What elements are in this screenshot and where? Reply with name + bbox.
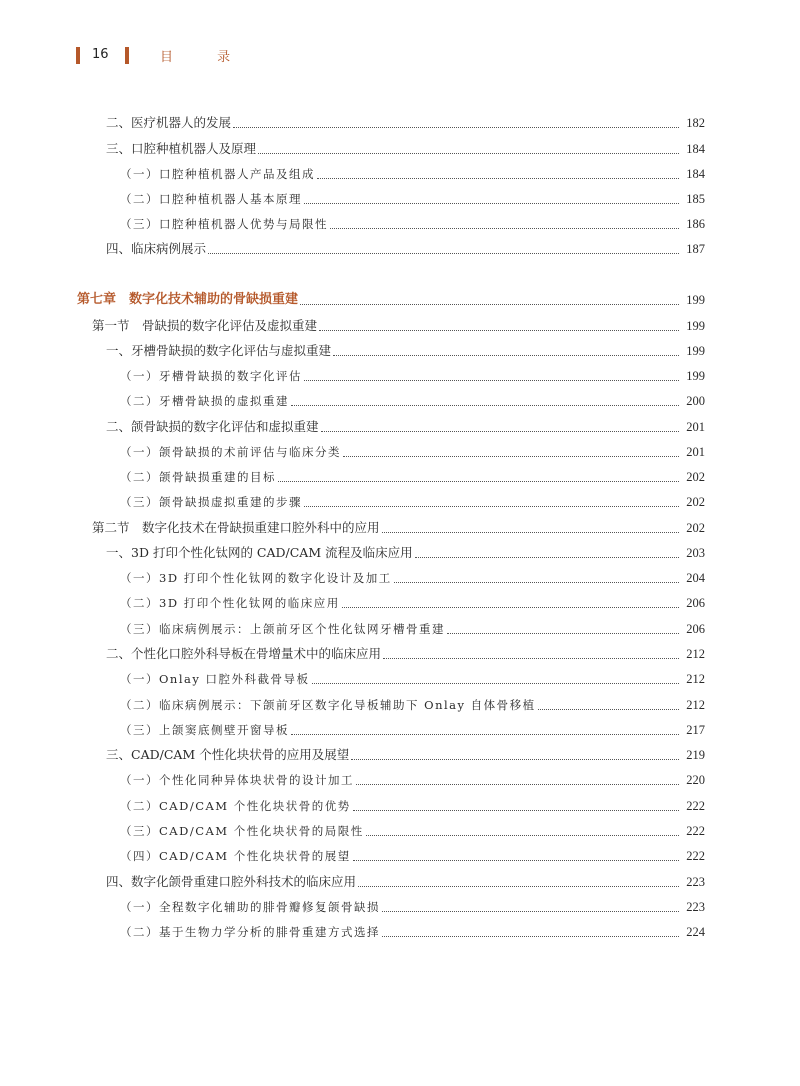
dot-leader [258,153,679,154]
toc-entry-title: （一）牙槽骨缺损的数字化评估 [120,369,302,383]
dot-leader [342,607,679,608]
toc-entry [0,439,705,461]
toc-entry-title: （二）口腔种植机器人基本原理 [120,192,302,206]
toc-entry-title: 第一节 骨缺损的数字化评估及虚拟重建 [92,318,318,333]
toc-entry-page: 223 [686,875,705,889]
toc-entry-page: 182 [686,116,705,130]
dot-leader [333,355,679,356]
dot-leader [304,203,679,204]
toc-entry-title: （一）颌骨缺损的术前评估与临床分类 [120,445,341,459]
dot-leader [291,734,679,735]
toc-entry [0,894,705,916]
toc-entry-title: 一、3D 打印个性化钛网的 CAD/CAM 流程及临床应用 [106,545,413,560]
toc-entry [0,616,705,638]
toc-entry-page: 202 [686,521,705,535]
dot-leader [330,228,679,229]
toc-entry [0,338,705,360]
toc-entry-title: （二）颌骨缺损重建的目标 [120,470,276,484]
dot-leader [382,911,679,912]
toc-entry [0,843,705,865]
toc-entry-page: 206 [686,596,705,610]
toc-section [0,313,705,335]
toc-entry-page: 186 [686,217,705,231]
dot-leader [382,936,679,937]
toc-entry-title: 四、临床病例展示 [106,241,207,256]
toc-entry-title: （一）全程数字化辅助的腓骨瓣修复颌骨缺损 [120,900,380,914]
toc-entry-title: （一）3D 打印个性化钛网的数字化设计及加工 [120,571,392,585]
toc-entry-page: 199 [686,293,705,307]
toc-entry [0,236,705,258]
toc-entry-title: （四）CAD/CAM 个性化块状骨的展望 [120,849,351,863]
toc-entry-page: 202 [686,470,705,484]
toc-entry-page: 203 [686,546,705,560]
toc-entry [0,388,705,410]
dot-leader [300,304,679,305]
dot-leader [415,557,679,558]
dot-leader [312,683,679,684]
toc-entry-page: 201 [686,445,705,459]
dot-leader [447,633,679,634]
toc-entry-page: 201 [686,420,705,434]
toc-entry-title: （二）CAD/CAM 个性化块状骨的优势 [120,799,351,813]
toc-entry [0,717,705,739]
toc-entry [0,211,705,233]
toc-entry-page: 222 [686,849,705,863]
toc-entry-page: 202 [686,495,705,509]
toc-entry [0,919,705,941]
running-header [0,44,800,68]
toc-entry [0,641,705,663]
toc-entry-title: 一、牙槽骨缺损的数字化评估与虚拟重建 [106,343,332,358]
toc-entry [0,565,705,587]
toc-entry-title: （一）口腔种植机器人产品及组成 [120,167,315,181]
header-bar-right [125,47,129,64]
dot-leader [382,532,679,533]
toc-entry-title: 四、数字化颌骨重建口腔外科技术的临床应用 [106,874,357,889]
toc-entry [0,590,705,612]
toc-entry-page: 222 [686,799,705,813]
toc-entry-page: 220 [686,773,705,787]
toc-entry [0,186,705,208]
toc-entry-page: 212 [686,698,705,712]
toc-entry-title: （一）Onlay 口腔外科截骨导板 [120,672,310,686]
toc-entry-title: 三、CAD/CAM 个性化块状骨的应用及展望 [106,747,350,762]
toc-entry-title: （二）牙槽骨缺损的虚拟重建 [120,394,289,408]
toc-entry-title: （三）颌骨缺损虚拟重建的步骤 [120,495,302,509]
toc-entry [0,692,705,714]
toc-entry-title: 第七章 数字化技术辅助的骨缺损重建 [77,292,299,307]
toc-entry-title: （二）基于生物力学分析的腓骨重建方式选择 [120,925,380,939]
toc-chapter [0,287,705,309]
dot-leader [538,709,679,710]
toc-entry [0,793,705,815]
toc-entry [0,136,705,158]
toc-entry-title: 三、口腔种植机器人及原理 [106,141,257,156]
toc-entry-page: 222 [686,824,705,838]
toc-entry-title: 二、颌骨缺损的数字化评估和虚拟重建 [106,419,319,434]
toc-entry-title: （三）口腔种植机器人优势与局限性 [120,217,328,231]
toc-entry-title: （二）临床病例展示：下颌前牙区数字化导板辅助下 Onlay 自体骨移植 [120,698,536,712]
dot-leader [394,582,679,583]
toc-entry-title: 第二节 数字化技术在骨缺损重建口腔外科中的应用 [92,520,380,535]
dot-leader [233,127,679,128]
toc-entry-page: 224 [686,925,705,939]
header-title: 目 录 [160,50,251,65]
toc-entry [0,414,705,436]
toc-entry-title: （三）上颌窦底侧壁开窗导板 [120,723,289,737]
toc-entry [0,767,705,789]
toc-entry-page: 204 [686,571,705,585]
toc-entry-title: （三）临床病例展示：上颌前牙区个性化钛网牙槽骨重建 [120,622,445,636]
page-number: 16 [92,47,109,62]
toc-entry-page: 187 [686,242,705,256]
toc-entry-title: （二）3D 打印个性化钛网的临床应用 [120,596,340,610]
dot-leader [353,860,679,861]
dot-leader [356,784,679,785]
toc-section [0,515,705,537]
dot-leader [383,658,679,659]
toc-entry-page: 206 [686,622,705,636]
dot-leader [366,835,679,836]
toc-entry-title: （三）CAD/CAM 个性化块状骨的局限性 [120,824,364,838]
dot-leader [358,886,679,887]
toc-entry [0,161,705,183]
dot-leader [317,178,679,179]
toc-entry-page: 185 [686,192,705,206]
dot-leader [208,253,679,254]
toc-entry-page: 212 [686,672,705,686]
dot-leader [278,481,679,482]
toc-entry [0,742,705,764]
dot-leader [351,759,679,760]
toc-entry-title: 二、医疗机器人的发展 [106,115,232,130]
header-bar-left [76,47,80,64]
dot-leader [321,431,679,432]
toc-entry-page: 223 [686,900,705,914]
toc-entry-title: （一）个性化同种异体块状骨的设计加工 [120,773,354,787]
toc-entry [0,869,705,891]
toc-entry [0,666,705,688]
dot-leader [291,405,679,406]
dot-leader [353,810,679,811]
toc-entry-page: 199 [686,369,705,383]
toc-entry-page: 219 [686,748,705,762]
dot-leader [343,456,679,457]
toc-entry-page: 184 [686,142,705,156]
toc-entry [0,363,705,385]
toc-entry-page: 200 [686,394,705,408]
toc-entry [0,464,705,486]
toc-entry-page: 199 [686,319,705,333]
toc-entry [0,489,705,511]
toc-entry-page: 199 [686,344,705,358]
dot-leader [319,330,679,331]
dot-leader [304,506,679,507]
toc-entry [0,818,705,840]
toc-entry-page: 184 [686,167,705,181]
toc-entry [0,110,705,132]
toc-entry-page: 217 [686,723,705,737]
toc-entry-title: 二、个性化口腔外科导板在骨增量术中的临床应用 [106,646,382,661]
toc-entry-page: 212 [686,647,705,661]
dot-leader [304,380,679,381]
toc-entry [0,540,705,562]
